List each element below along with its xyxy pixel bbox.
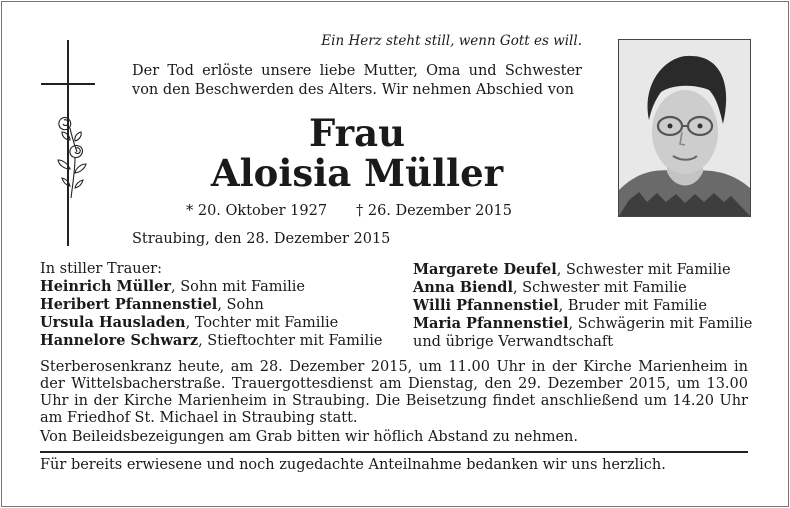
mourner-row [413, 315, 752, 333]
mourner-relation: , Sohn [217, 297, 264, 313]
mourner-row [413, 297, 752, 315]
mourner-row [413, 333, 752, 351]
mourners-right-column [413, 261, 752, 351]
mourner-relation: , Schwester mit Familie [512, 280, 687, 296]
mourner-row [40, 278, 382, 296]
mourner-row [413, 279, 752, 297]
death-date: † 26. Dezember 2015 [356, 203, 513, 219]
mourner-name: Hannelore Schwarz [40, 332, 199, 349]
portrait-photo [618, 39, 751, 217]
mourner-row [413, 261, 752, 279]
mourner-relation: , Tochter mit Familie [185, 315, 339, 331]
mourner-name: Maria Pfannenstiel [413, 315, 569, 332]
mourner-row [40, 332, 382, 350]
birth-date: * 20. Oktober 1927 [186, 203, 328, 219]
service-paragraph: Sterberosenkranz heute, am 28. Dezember 2015, um 11.00 Uhr in der Kirche Marienheim in der Wittelsbacherstraße. Trauergottesdienst am Dienstag, den 29. Dezember 2015, um 13.00 Uhr in der Kirche Marienheim in Straubing. Die Beisetzung findet anschließend um 14.20 Uhr am Friedhof St. Michael in Straubing statt. [40, 359, 748, 426]
mourner-relation: und übrige Verwandtschaft [413, 334, 614, 350]
intro-text [132, 62, 582, 100]
mourner-name: Anna Biendl [413, 279, 513, 296]
mourner-relation: , Bruder mit Familie [558, 298, 707, 314]
mourner-name: Heinrich Müller [40, 278, 172, 295]
mourner-row [40, 296, 382, 314]
condolence-paragraph: Von Beileidsbezeigungen am Grab bitten wir höflich Abstand zu nehmen. [40, 429, 578, 445]
deceased-name: Aloisia Müller [210, 151, 504, 195]
mourner-name: Margarete Deufel [413, 261, 557, 278]
mourner-relation: , Sohn mit Familie [171, 279, 305, 295]
mourner-name: Willi Pfannenstiel [413, 297, 559, 314]
cross-bar [41, 83, 95, 85]
rose-icon [50, 108, 96, 202]
salutation: Frau [309, 111, 405, 155]
mourners-left-column [40, 261, 382, 350]
mourner-name: Ursula Hausladen [40, 314, 186, 331]
thanks-paragraph: Für bereits erwiesene und noch zugedachte Anteilnahme bedanken wir uns herzlich. [40, 457, 666, 473]
motto: Ein Herz steht still, wenn Gott es will. [321, 33, 582, 49]
divider [40, 451, 748, 453]
mourner-row [40, 314, 382, 332]
place-date: Straubing, den 28. Dezember 2015 [132, 231, 391, 247]
mourner-relation: , Schwägerin mit Familie [568, 316, 753, 332]
intro-line-1: Der Tod erlöste unsere liebe Mutter, Oma und Schwester [132, 63, 582, 79]
mourner-relation: , Stieftochter mit Familie [198, 333, 383, 349]
mourner-relation: , Schwester mit Familie [556, 262, 731, 278]
intro-line-2: von den Beschwerden des Alters. Wir nehmen Abschied von [132, 82, 574, 98]
mourner-name: Heribert Pfannenstiel [40, 296, 218, 313]
mourners-label: In stiller Trauer: [40, 261, 162, 277]
